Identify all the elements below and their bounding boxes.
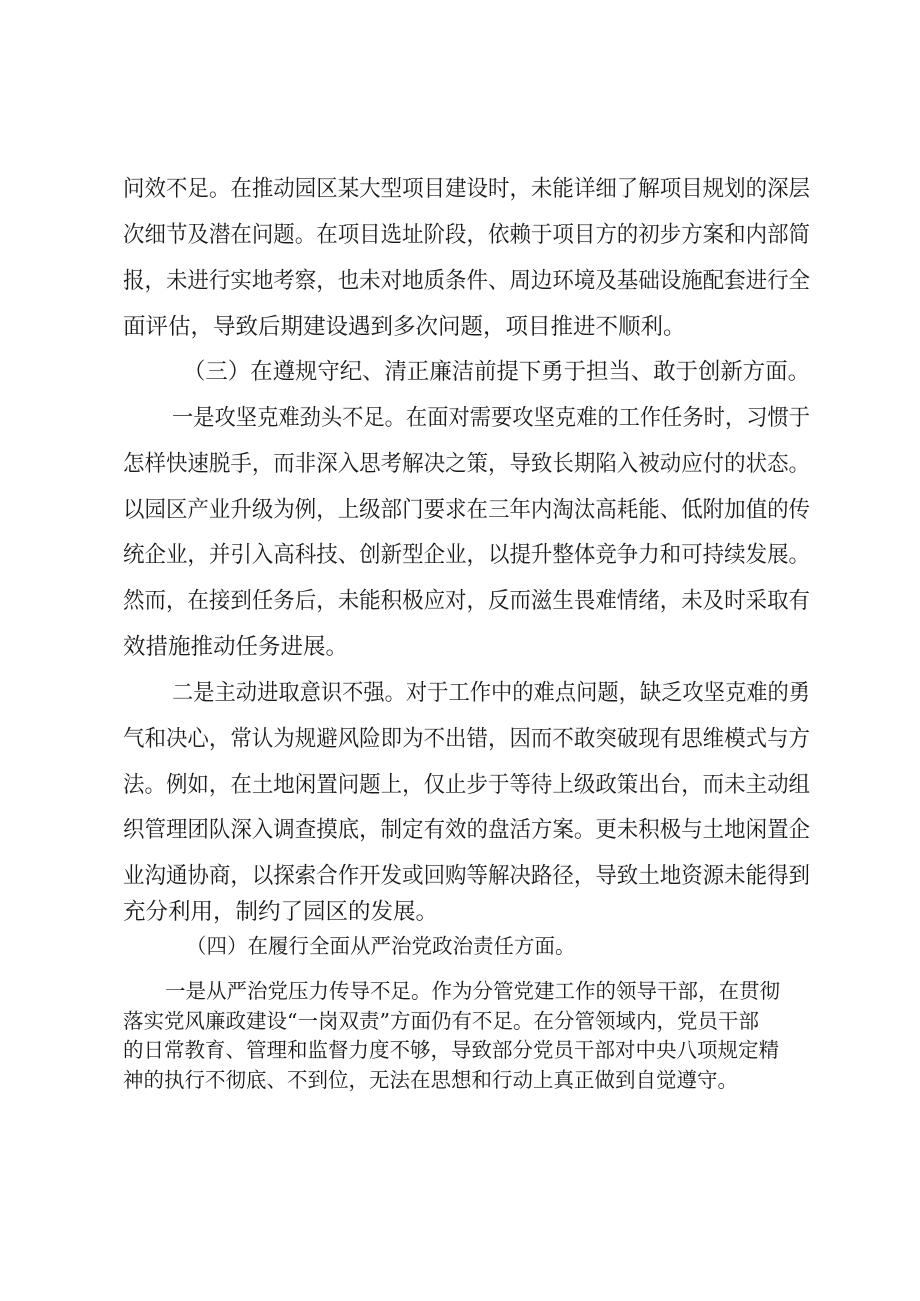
- paragraph-line: 气和决心，常认为规避风险即为不出错，因而不敢突破现有思维模式与方: [123, 726, 811, 752]
- paragraph-line: 效措施推动任务进展。: [123, 634, 349, 660]
- paragraph-line: 怎样快速脱手，而非深入思考解决之策，导致长期陷入被动应付的状态。: [123, 451, 811, 477]
- paragraph-line: 织管理团队深入调查摸底，制定有效的盘活方案。更未积极与土地闲置企: [123, 817, 811, 843]
- section-heading: （三）在遵规守纪、清正廉洁前提下勇于担当、敢于创新方面。: [183, 359, 810, 385]
- paragraph-line: 统企业，并引入高科技、创新型企业，以提升整体竞争力和可持续发展。: [123, 542, 811, 568]
- paragraph-line: 落实党风廉政建设“一岗双责”方面仍有不足。在分管领域内，党员干部: [123, 1009, 759, 1033]
- paragraph-line: 面评估，导致后期建设遇到多次问题，项目推进不顺利。: [123, 314, 686, 340]
- paragraph-line: 一是从严治党压力传导不足。作为分管党建工作的领导干部，在贯彻: [165, 979, 780, 1003]
- paragraph-line: 法。例如，在土地闲置问题上，仅止步于等待上级政策出台，而未主动组: [123, 772, 811, 798]
- paragraph-line: 以园区产业升级为例，上级部门要求在三年内淘汰高耗能、低附加值的传: [123, 497, 811, 523]
- paragraph-line: 业沟通协商，以探索合作开发或回购等解决路径，导致土地资源未能得到: [123, 863, 811, 889]
- paragraph-line: 二是主动进取意识不强。对于工作中的难点问题，缺乏攻坚克难的勇: [172, 680, 811, 706]
- paragraph-line: 神的执行不彻底、不到位，无法在思想和行动上真正做到自觉遵守。: [123, 1068, 738, 1092]
- paragraph-line: 充分利用，制约了园区的发展。: [123, 899, 439, 925]
- section-heading: （四）在履行全面从严治党政治责任方面。: [186, 934, 576, 958]
- paragraph-line: 然而，在接到任务后，未能积极应对，反而滋生畏难情绪，未及时采取有: [123, 588, 811, 614]
- paragraph-line: 报，未进行实地考察，也未对地质条件、周边环境及基础设施配套进行全: [123, 268, 811, 294]
- paragraph-line: 次细节及潜在问题。在项目选址阶段，依赖于项目方的初步方案和内部简: [123, 222, 811, 248]
- paragraph-line: 一是攻坚克难劲头不足。在面对需要攻坚克难的工作任务时，习惯于: [172, 405, 811, 431]
- paragraph-line: 问效不足。在推动园区某大型项目建设时，未能详细了解项目规划的深层: [123, 176, 811, 202]
- paragraph-line: 的日常教育、管理和监督力度不够，导致部分党员干部对中央八项规定精: [123, 1038, 779, 1062]
